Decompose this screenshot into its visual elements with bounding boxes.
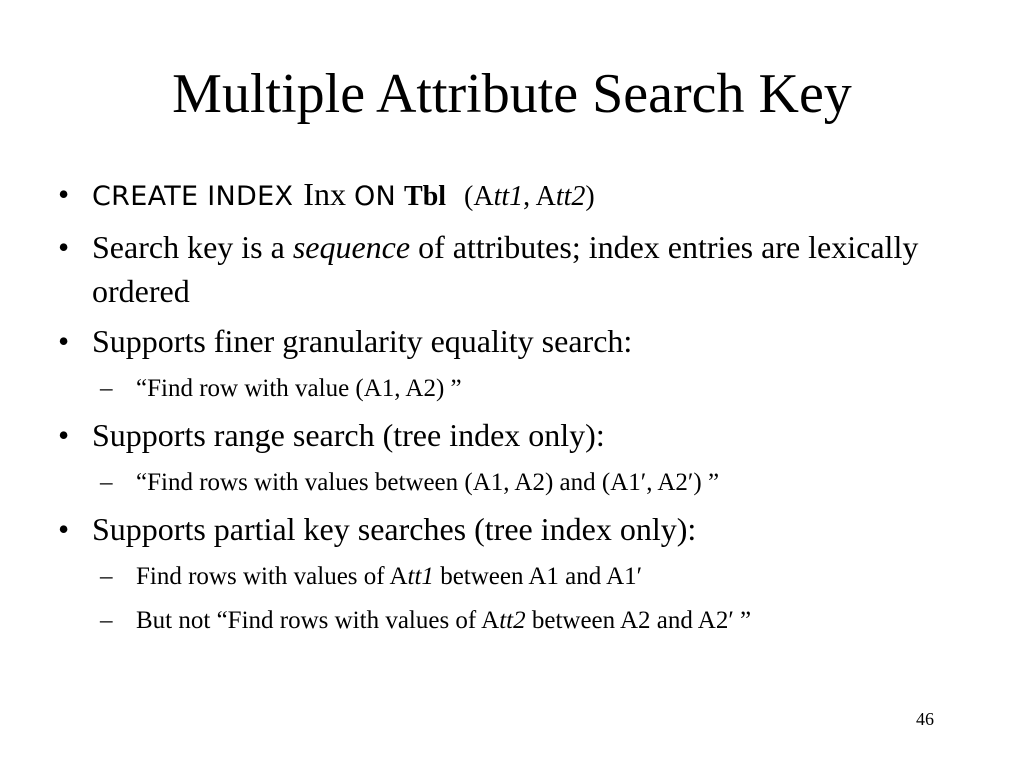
sub-bullet-partial-att1: – Find rows with values of Att1 between A1 and A1′ xyxy=(56,557,996,597)
bullet-list xyxy=(56,172,996,645)
index-name: Inx xyxy=(303,176,346,212)
sub-bullet-range-example: – “Find rows with values between (A1, A2) and (A1′, A2′) ” xyxy=(56,463,996,503)
bullet-search-key: • Search key is a sequence of attributes; index entries are lexically ordered xyxy=(56,225,996,313)
sql-keyword-on: ON xyxy=(353,181,397,212)
sub-bullet-partial-att2: – But not “Find rows with values of Att2 between A2 and A2′ ” xyxy=(56,601,996,641)
sub-bullet-equality-example: – “Find row with value (A1, A2) ” xyxy=(56,369,996,409)
bullet-partial-key-search: • Supports partial key searches (tree index only): xyxy=(56,507,996,551)
page-number: 46 xyxy=(916,709,934,729)
sql-keyword-create-index: CREATE INDEX xyxy=(92,181,294,212)
bullet-range-search: • Supports range search (tree index only): xyxy=(56,413,996,457)
slide-title: Multiple Attribute Search Key xyxy=(172,63,852,125)
attribute-list: (Att1, Att2) xyxy=(464,181,595,212)
table-name: Tbl xyxy=(404,181,447,212)
bullet-equality-search: • Supports finer granularity equality search: xyxy=(56,319,996,363)
bullet-create-index xyxy=(56,172,996,219)
